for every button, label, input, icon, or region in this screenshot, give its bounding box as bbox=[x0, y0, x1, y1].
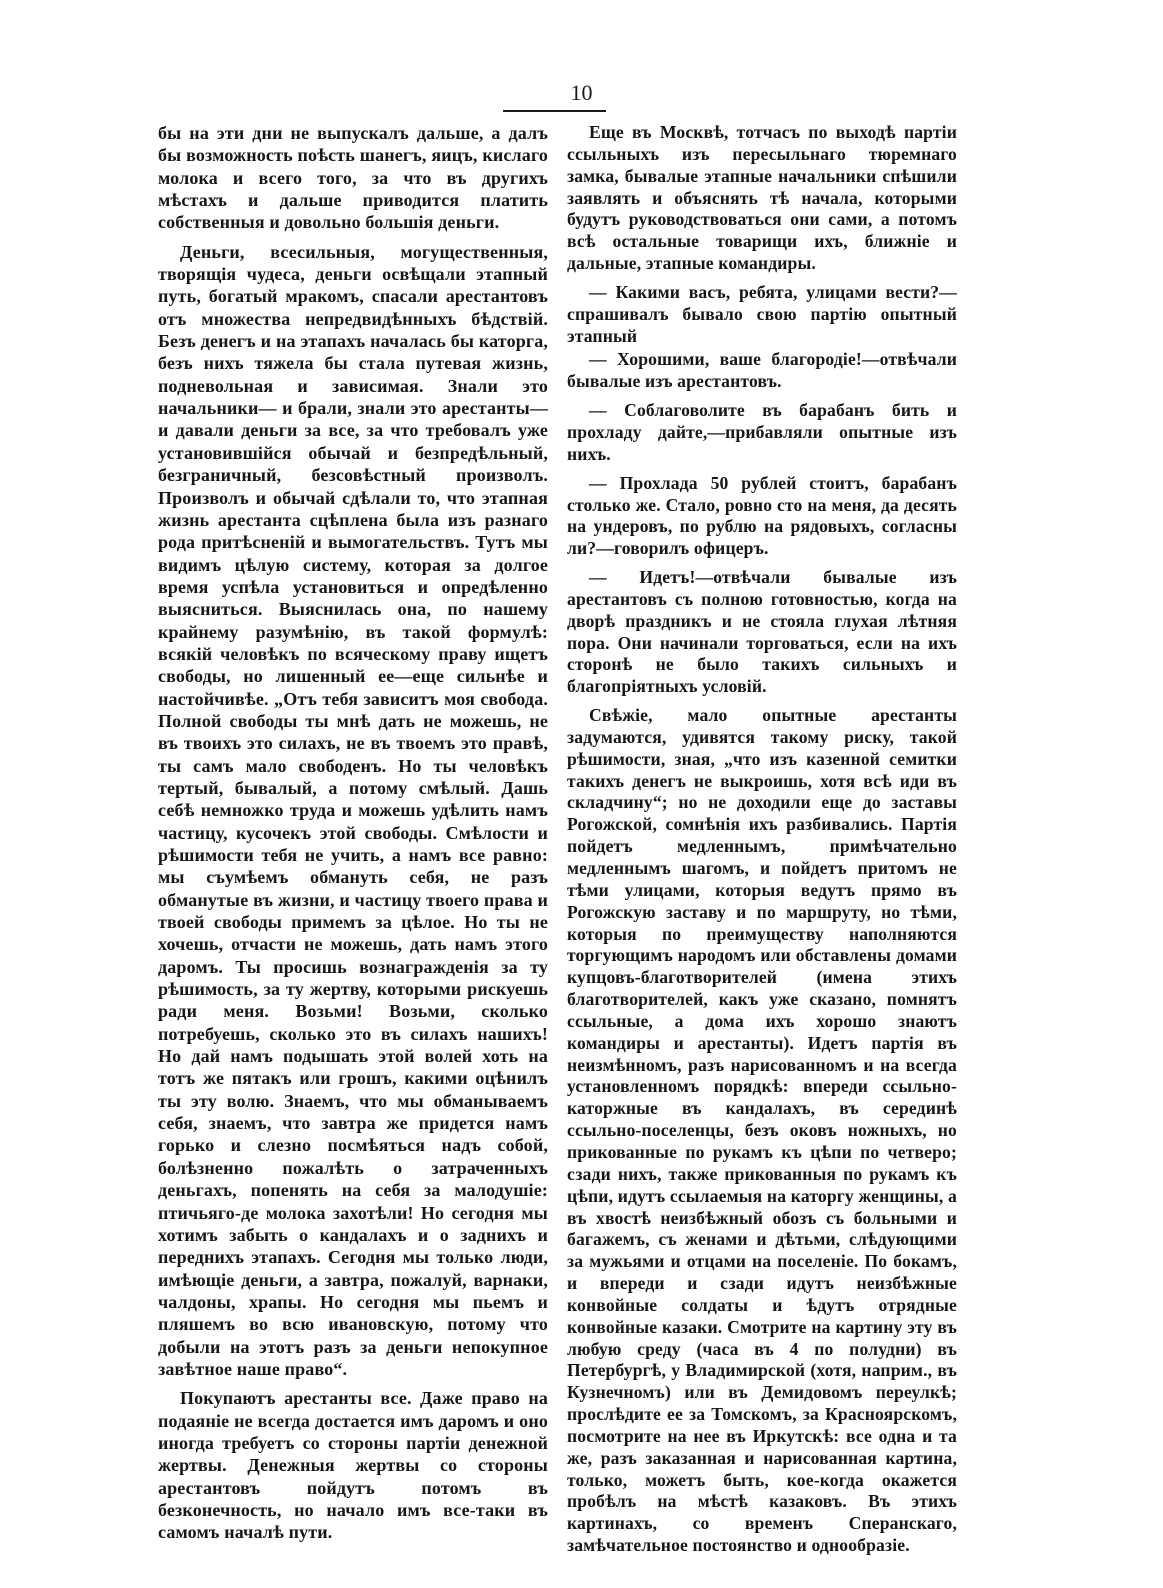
paragraph: — Прохлада 50 рублей стоитъ, барабанъ столько же. Стало, ровно сто на меня, да десять на ундеровъ, по рублю на рядовыхъ, согласны ли?—говорилъ офицеръ. bbox=[567, 472, 957, 559]
page-number: 10 bbox=[570, 80, 593, 105]
paragraph: Свѣжіе, мало опытные арестанты задумаются, удивятся такому риску, такой рѣшимости, зная, „что изъ казенной семитки такихъ денегъ не выкроишь, хотя всѣ иди въ складчину“; но не доходили еще до заставы Рогожской, сомнѣнія ихъ разбивались. Партія пойдетъ медленнымъ, примѣчательно медленнымъ шагомъ, и пойдетъ притомъ не тѣми улицами, которыя ведутъ прямо въ Рогожскую заставу и по маршруту, но тѣми, которыя по преимуществу наполняются торгующимъ народомъ или обставлены домами купцовъ-благотворителей (имена этихъ благотворителей, какъ уже сказано, помнятъ ссыльные, а дома ихъ хорошо знаютъ командиры и арестанты). Идетъ партія въ неизмѣнномъ, разъ нарисованномъ и на всегда установленномъ порядкѣ: впереди ссыльно-каторжные въ кандалахъ, въ серединѣ ссыльно-поселенцы, безъ оковъ ножныхъ, но прикованные по рукамъ къ цѣпи по четверо; сзади нихъ, также прикованныя по рукамъ къ цѣпи, идутъ ссылаемыя на каторгу женщины, а въ хвостѣ неизбѣжный обозъ съ больными и багажемъ, съ женами и дѣтьми, слѣдующими за мужьями и отцами на поселеніе. По бокамъ, и впереди и сзади идутъ неизбѣжные конвойные солдаты и ѣдутъ отрядные конвойные казаки. Смотрите на картину эту въ любую среду (часа въ 4 по полудни) въ Петербургѣ, у Владимирской (хотя, наприм., въ Кузнечномъ) или въ Демидовомъ переулкѣ; прослѣдите ее за Томскомъ, за Красноярскомъ, посмотрите на нее въ Иркутскѣ: все одна и та же, разъ заказанная и нарисованная картина, только, можетъ быть, кое-когда окажется пробѣлъ на мѣстѣ казаковъ. Въ этихъ картинахъ, со временъ Сперанскаго, замѣчательное постоянство и однообразіе. bbox=[567, 705, 957, 1556]
paragraph: — Какими васъ, ребята, улицами вести?— спрашивалъ бывало свою партію опытный этапный bbox=[567, 281, 957, 346]
left-column bbox=[158, 122, 548, 1551]
paragraph: — Идетъ!—отвѣчали бывалые изъ арестантовъ съ полною готовностью, когда на дворѣ праздникъ и не стояла глухая лѣтняя пора. Они начинали торговаться, если на ихъ сторонѣ не было такихъ сильныхъ и благопріятныхъ условій. bbox=[567, 567, 957, 697]
paragraph: Еще въ Москвѣ, тотчасъ по выходѣ партіи ссыльныхъ изъ пересыльнаго тюремнаго замка, бывалые этапные начальники спѣшили заявлять и объяснять тѣ начала, которыми будутъ руководствоваться они сами, а потомъ всѣ остальные товарищи ихъ, ближніе и дальные, этапные командиры. bbox=[567, 122, 957, 274]
paragraph: — Соблаговолите въ барабанъ бить и прохладу дайте,—прибавляли опытные изъ нихъ. bbox=[567, 400, 957, 464]
paragraph: Покупаютъ арестанты все. Даже право на подаяніе не всегда достается имъ даромъ и оно иногда требуетъ со стороны партіи денежной жертвы. Денежныя жертвы со стороны арестантовъ пойдутъ потомъ въ безконечность, но начало имъ все-таки въ самомъ началѣ пути. bbox=[158, 1388, 548, 1543]
paragraph: — Хорошими, ваше благородіе!—отвѣчали бывалые изъ арестантовъ. bbox=[567, 349, 957, 392]
right-column bbox=[567, 122, 957, 1564]
header-rule bbox=[503, 110, 606, 112]
paragraph: бы на эти дни не выпускалъ дальше, а далъ бы возможность поѣсть шанегъ, яицъ, кислаго молока и всего того, за что въ другихъ мѣстахъ и дальше приводится платить собственныя и довольно большія деньги. bbox=[158, 123, 548, 233]
paragraph: Деньги, всесильныя, могущественныя, творящія чудеса, деньги освѣщали этапный путь, богатый мракомъ, спасали арестантовъ отъ множества непредвидѣнныхъ бѣдствій. Безъ денегъ и на этапахъ началась бы каторга, безъ нихъ тяжела бы стала путевая жизнь, подневольная и зависимая. Знали это начальники— и брали, знали это арестанты—и давали деньги за все, за что требовалъ уже установившійся обычай и безпредѣльный, безграничный, безсовѣстный произволъ. Произволъ и обычай сдѣлали то, что этапная жизнь арестанта сцѣплена была изъ разнаго рода притѣсненій и вымогательствъ. Тутъ мы видимъ цѣлую систему, которая за долгое время успѣла установиться и опредѣленно выясниться. Выяснилась она, по нашему крайнему разумѣнію, въ такой формулѣ: всякій человѣкъ по всяческому праву ищетъ свободы, но лишенный ее—еще сильнѣе и настойчивѣе. „Отъ тебя зависитъ моя свобода. Полной свободы ты мнѣ дать не можешь, не въ твоихъ это силахъ, не въ твоемъ это правѣ, ты самъ мало свободенъ. Но ты человѣкъ тертый, бывалый, а потому смѣлый. Дашь себѣ немножко труда и можешь удѣлить намъ частицу, кусочекъ этой свободы. Смѣлости и рѣшимости тебя не учить, а намъ все равно: мы съумѣемъ обмануть себя, не разъ обманутые въ жизни, и частицу твоего права и твоей свободы примемъ за цѣлое. Но ты не хочешь, отчасти не можешь, дать намъ этого даромъ. Ты просишь вознагражденія за ту рѣшимость, за ту жертву, которыми рискуешь ради меня. Возьми! Возьми, сколько потребуешь, сколько это въ силахъ нашихъ! Но дай намъ подышать этой волей хоть на тотъ же пятакъ или грошъ, какими оцѣнилъ ты эту волю. Знаемъ, что мы обманываемъ себя, знаемъ, что завтра же придется намъ горько и слезно посмѣяться надъ собой, болѣзненно пожалѣть о затраченныхъ деньгахъ, попенять на себя за малодушіе: птичьяго-де молока захотѣли! Но сегодня мы хотимъ забыть о кандалахъ и о заднихъ и переднихъ этапахъ. Сегодня мы только люди, имѣющіе деньги, а завтра, пожалуй, варнаки, чалдоны, храпы. Но сегодня мы пьемъ и пляшемъ во всю ивановскую, потому что добыли на этотъ разъ за деньги непокупное завѣтное наше право“. bbox=[158, 241, 548, 1379]
